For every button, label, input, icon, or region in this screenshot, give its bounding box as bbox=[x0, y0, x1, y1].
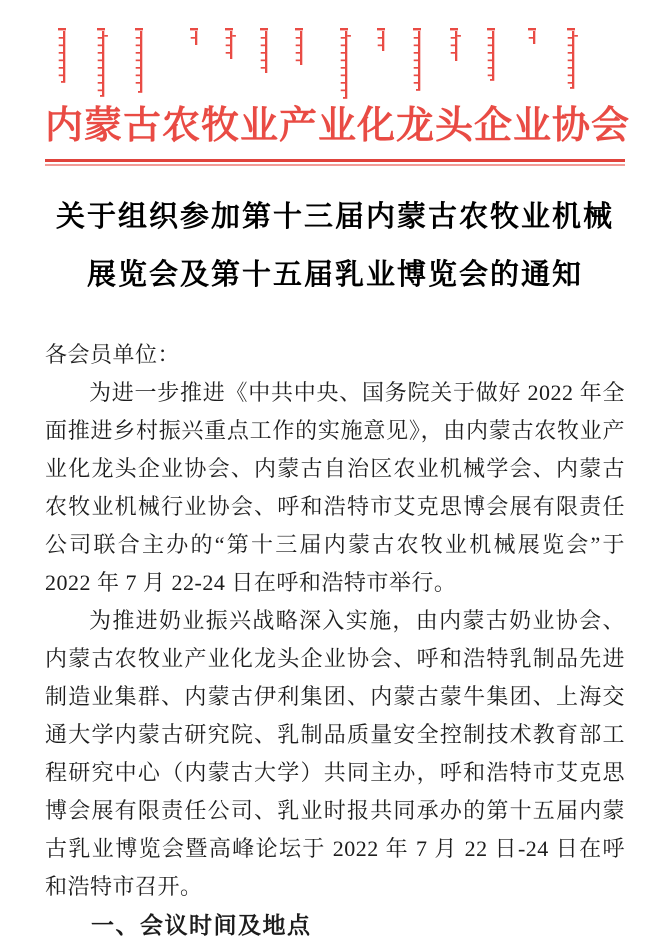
paragraph-machinery-expo: 为进一步推进《中共中央、国务院关于做好 2022 年全面推进乡村振兴重点工作的实施意见》，由内蒙古农牧业产业化龙头企业协会、内蒙古自治区农业机械学会、内蒙古农牧业机械行业协会、呼和浩特市艾克思博会展有限责任公司联合主办的“第十三届内蒙古农牧业机械展览会”于 2022 年 7 月 22-24 日在呼和浩特市举行。 bbox=[45, 380, 625, 595]
mongolian-script-banner-icon bbox=[45, 26, 625, 100]
organization-title: 内蒙古农牧业产业化龙头企业协会 bbox=[45, 105, 631, 147]
salutation: 各会员单位： bbox=[45, 342, 181, 367]
masthead bbox=[45, 26, 631, 166]
notice-title bbox=[45, 188, 625, 304]
paragraph-dairy-expo: 为推进奶业振兴战略深入实施，由内蒙古奶业协会、内蒙古农牧业产业化龙头企业协会、呼和浩特乳制品先进制造业集群、内蒙古伊利集团、内蒙古蒙牛集团、上海交通大学内蒙古研究院、乳制品质量安全控制技术教育部工程研究中心（内蒙古大学）共同主办，呼和浩特市艾克思博会展有限责任公司、乳业时报共同承办的第十五届内蒙古乳业博览会暨高峰论坛于 2022 年 7 月 22 日-24 日在呼和浩特市召开。 bbox=[45, 608, 625, 899]
notice-title-line2: 展览会及第十五届乳业博览会的通知 bbox=[86, 259, 583, 291]
section-heading-time-location: 一、会议时间及地点 bbox=[91, 912, 312, 938]
notice-body bbox=[45, 188, 625, 944]
double-rule-divider bbox=[45, 159, 625, 166]
notice-text bbox=[45, 336, 625, 944]
notice-title-line1: 关于组织参加第十三届内蒙古农牧业机械 bbox=[55, 201, 614, 233]
